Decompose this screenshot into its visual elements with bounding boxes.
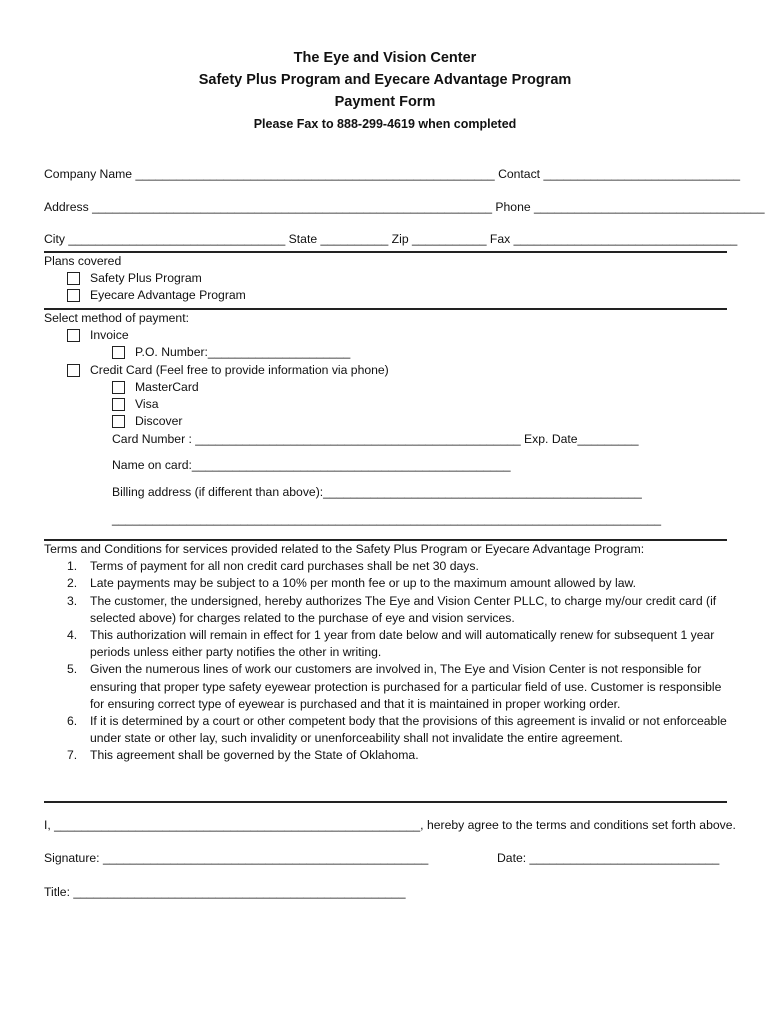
credit-card-checkbox[interactable] xyxy=(67,364,80,377)
term-item xyxy=(44,713,734,747)
date-field[interactable]: Date: ____________________________ xyxy=(497,851,720,865)
term-item xyxy=(44,558,734,575)
term-text: This authorization will remain in effect for 1 year from date below and will automatically renew for subsequent 1 year periods unless either party notifies the other in writing. xyxy=(90,628,715,660)
term-text: This agreement shall be governed by the State of Oklahoma. xyxy=(90,748,419,763)
terms-section xyxy=(44,541,734,765)
terms-heading: Terms and Conditions for services provided related to the Safety Plus Program or Eyecare Advantage Program: xyxy=(44,542,645,556)
card-number-field[interactable]: Card Number : ________________________________________________ Exp. Date_________ xyxy=(112,432,639,446)
term-text: Late payments may be subject to a 10% per month fee or up to the maximum amount allowed by law. xyxy=(90,576,637,591)
term-number: 1. xyxy=(67,559,78,574)
po-number-checkbox[interactable] xyxy=(112,346,125,359)
signature-field[interactable]: Signature: ________________________________________________ xyxy=(44,851,429,865)
billing-address-field[interactable]: Billing address (if different than above):_______________________________________________ xyxy=(112,485,642,499)
po-number-field[interactable]: P.O. Number:_____________________ xyxy=(135,345,351,359)
term-item xyxy=(44,593,734,627)
visa-label: Visa xyxy=(135,397,159,411)
safety-plus-checkbox[interactable] xyxy=(67,272,80,285)
term-item xyxy=(44,747,734,764)
term-number: 4. xyxy=(67,628,78,643)
term-number: 3. xyxy=(67,593,78,608)
title-field[interactable]: Title: _________________________________________________ xyxy=(44,885,406,899)
program-names: Safety Plus Program and Eyecare Advantage Program xyxy=(198,72,572,88)
city-state-zip-fax-line[interactable]: City ________________________________ State __________ Zip ___________ Fax _________________________________ xyxy=(44,232,738,246)
term-item xyxy=(44,627,734,661)
agreement-name-line[interactable]: I, ______________________________________________________, hereby agree to the terms and conditions set forth above. xyxy=(44,818,736,832)
term-number: 7. xyxy=(67,748,78,763)
eyecare-advantage-label: Eyecare Advantage Program xyxy=(90,288,246,302)
billing-address-line-2[interactable]: _________________________________________________________________________________ xyxy=(112,512,662,526)
term-number: 2. xyxy=(67,576,78,591)
term-text: Terms of payment for all non credit card purchases shall be net 30 days. xyxy=(90,559,479,574)
payment-heading: Select method of payment: xyxy=(44,311,189,325)
invoice-label: Invoice xyxy=(90,328,129,342)
invoice-checkbox[interactable] xyxy=(67,329,80,342)
company-contact-line[interactable]: Company Name _____________________________________________________ Contact _____________________________ xyxy=(44,167,741,181)
visa-checkbox[interactable] xyxy=(112,398,125,411)
form-title: Payment Form xyxy=(334,94,436,110)
credit-card-label: Credit Card (Feel free to provide information via phone) xyxy=(90,363,389,377)
section-divider xyxy=(44,251,727,253)
discover-checkbox[interactable] xyxy=(112,415,125,428)
org-name: The Eye and Vision Center xyxy=(293,50,477,66)
mastercard-checkbox[interactable] xyxy=(112,381,125,394)
term-number: 6. xyxy=(67,714,78,729)
term-item xyxy=(44,661,734,713)
term-item xyxy=(44,575,734,592)
plans-heading: Plans covered xyxy=(44,254,122,268)
address-phone-line[interactable]: Address ___________________________________________________________ Phone __________________________________ xyxy=(44,200,765,214)
section-divider xyxy=(44,308,727,310)
safety-plus-label: Safety Plus Program xyxy=(90,271,202,285)
terms-list xyxy=(44,558,734,764)
eyecare-advantage-checkbox[interactable] xyxy=(67,289,80,302)
fax-note: Please Fax to 888-299-4619 when completed xyxy=(253,117,517,131)
term-text: Given the numerous lines of work our customers are involved in, The Eye and Vision Center is not responsible for ensuring that proper type safety eyewear protection is purchased for a particular field of use. Customer is responsible for ensuring correct type of eyewear is purchased and that it is maintained in proper working order. xyxy=(90,662,722,711)
term-number: 5. xyxy=(67,662,78,677)
name-on-card-field[interactable]: Name on card:_______________________________________________ xyxy=(112,458,511,472)
mastercard-label: MasterCard xyxy=(135,380,199,394)
section-divider xyxy=(44,801,727,803)
discover-label: Discover xyxy=(135,414,183,428)
term-text: If it is determined by a court or other competent body that the provisions of this agreement is invalid or not enforceable under state or other lay, such invalidity or unenforceability shall not invalidate the entire agreement. xyxy=(90,714,727,746)
term-text: The customer, the undersigned, hereby authorizes The Eye and Vision Center PLLC, to charge my/our credit card (if selected above) for charges related to the purchase of eye and vision services. xyxy=(90,593,717,625)
